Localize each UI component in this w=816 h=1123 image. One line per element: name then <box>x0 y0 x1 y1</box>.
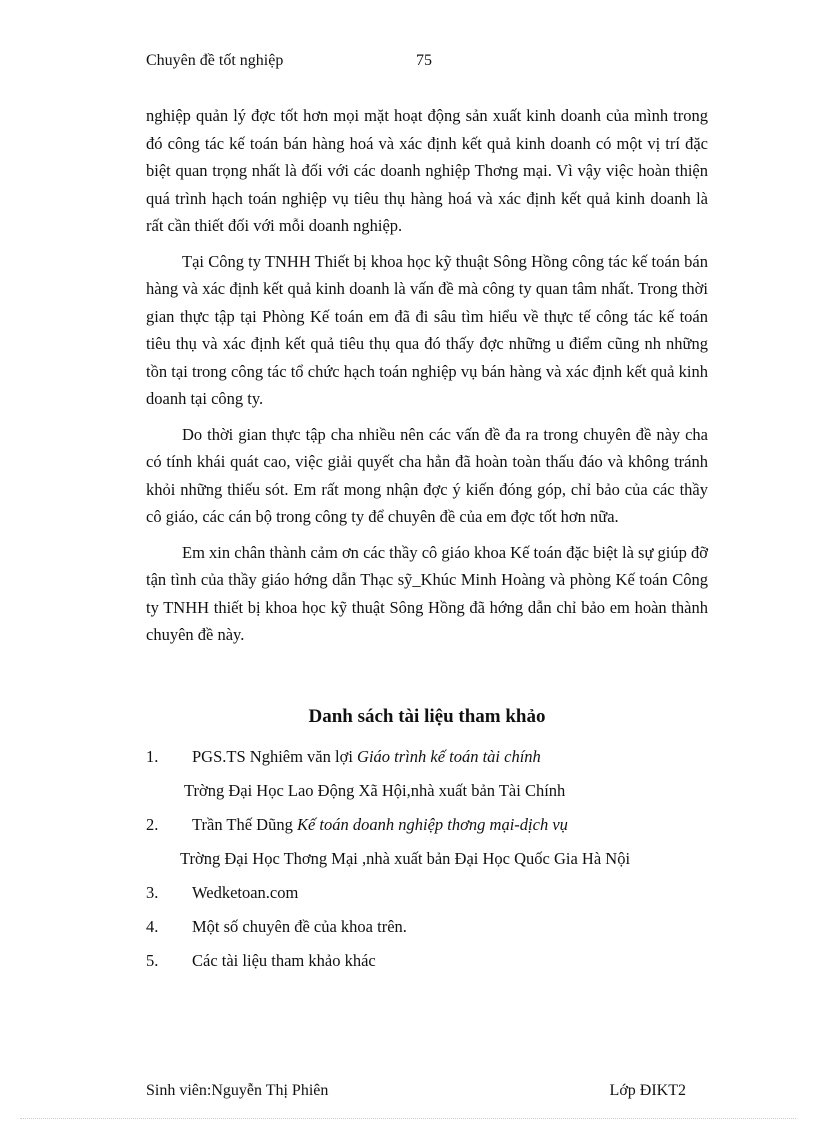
header-title: Chuyên đề tốt nghiệp <box>146 52 284 69</box>
body-text <box>146 102 708 657</box>
reference-text <box>192 811 568 839</box>
page-number: 75 <box>416 52 432 69</box>
reference-publisher: Trờng Đại Học Thơng Mại ,nhà xuất bản Đại Học Quốc Gia Hà Nội <box>180 849 631 868</box>
reference-item <box>146 743 716 777</box>
student-name: Sinh viên:Nguyễn Thị Phiên <box>146 1082 329 1099</box>
references-heading: Danh sách tài liệu tham khảo <box>308 706 546 727</box>
reference-author: Trần Thế Dũng <box>192 815 297 834</box>
page-header <box>146 52 706 74</box>
page-footer <box>146 1082 686 1104</box>
paragraph: nghiệp quản lý đợc tốt hơn mọi mặt hoạt động sản xuất kinh doanh của mình trong đó công tác kế toán bán hàng hoá và xác định kết quả kinh doanh có một vị trí đặc biệt quan trọng nhất là đối với các doanh nghiệp Thơng mại. Vì vậy việc hoàn thiện quá trình hạch toán nghiệp vụ tiêu thụ hàng hoá và xác định kết quả kinh doanh là rất cần thiết đối với mỗi doanh nghiệp. <box>146 106 708 235</box>
reference-work: Kế toán doanh nghiệp thơng mại-dịch vụ <box>296 815 568 834</box>
page-bottom-divider <box>20 1118 796 1119</box>
reference-item <box>146 913 716 947</box>
reference-number: 1. <box>146 747 159 766</box>
reference-text <box>192 743 541 771</box>
class-code: Lớp ĐIKT2 <box>609 1082 686 1099</box>
reference-item <box>146 947 716 981</box>
reference-number: 4. <box>146 917 159 936</box>
reference-item <box>146 879 716 913</box>
paragraph: Do thời gian thực tập cha nhiều nên các vấn đề đa ra trong chuyên đề này cha có tính khái quát cao, việc giải quyết cha hẳn đã hoàn toàn thấu đáo và không tránh khỏi những thiếu sót. Em rất mong nhận đợc ý kiến đóng góp, chỉ bảo của các thầy cô giáo, các cán bộ trong công ty để chuyên đề của em đợc tốt hơn nữa. <box>146 424 708 526</box>
reference-number: 2. <box>146 815 159 834</box>
reference-author: PGS.TS Nghiêm văn lợi <box>192 747 358 766</box>
references-list <box>146 743 716 981</box>
reference-text: Wedketoan.com <box>192 883 299 902</box>
reference-number: 3. <box>146 883 159 902</box>
paragraph: Tại Công ty TNHH Thiết bị khoa học kỹ thuật Sông Hồng công tác kế toán bán hàng và xác định kết quả kinh doanh là vấn đề mà công ty quan tâm nhất. Trong thời gian thực tập tại Phòng Kế toán em đã đi sâu tìm hiểu về thực tế công tác kế toán tiêu thụ và xác định kết quả tiêu thụ qua đó thấy đợc những u điểm cũng nh những tồn tại trong công tác tổ chức hạch toán nghiệp vụ bán hàng và xác định kết quả kinh doanh tại công ty. <box>146 251 708 408</box>
paragraph: Em xin chân thành cảm ơn các thầy cô giáo khoa Kế toán đặc biệt là sự giúp đỡ tận tình của thầy giáo hớng dẫn Thạc sỹ_Khúc Minh Hoàng và phòng Kế toán Công ty TNHH thiết bị khoa học kỹ thuật Sông Hồng đã hớng dẫn chỉ bảo em hoàn thành chuyên đề này. <box>146 542 708 644</box>
reference-publisher: Trờng Đại Học Lao Động Xã Hội,nhà xuất bản Tài Chính <box>184 781 566 800</box>
reference-number: 5. <box>146 951 159 970</box>
reference-text: Một số chuyên đề của khoa trên. <box>192 917 407 936</box>
reference-item <box>146 811 716 845</box>
reference-work: Giáo trình kế toán tài chính <box>357 747 541 766</box>
reference-text: Các tài liệu tham khảo khác <box>192 951 376 970</box>
